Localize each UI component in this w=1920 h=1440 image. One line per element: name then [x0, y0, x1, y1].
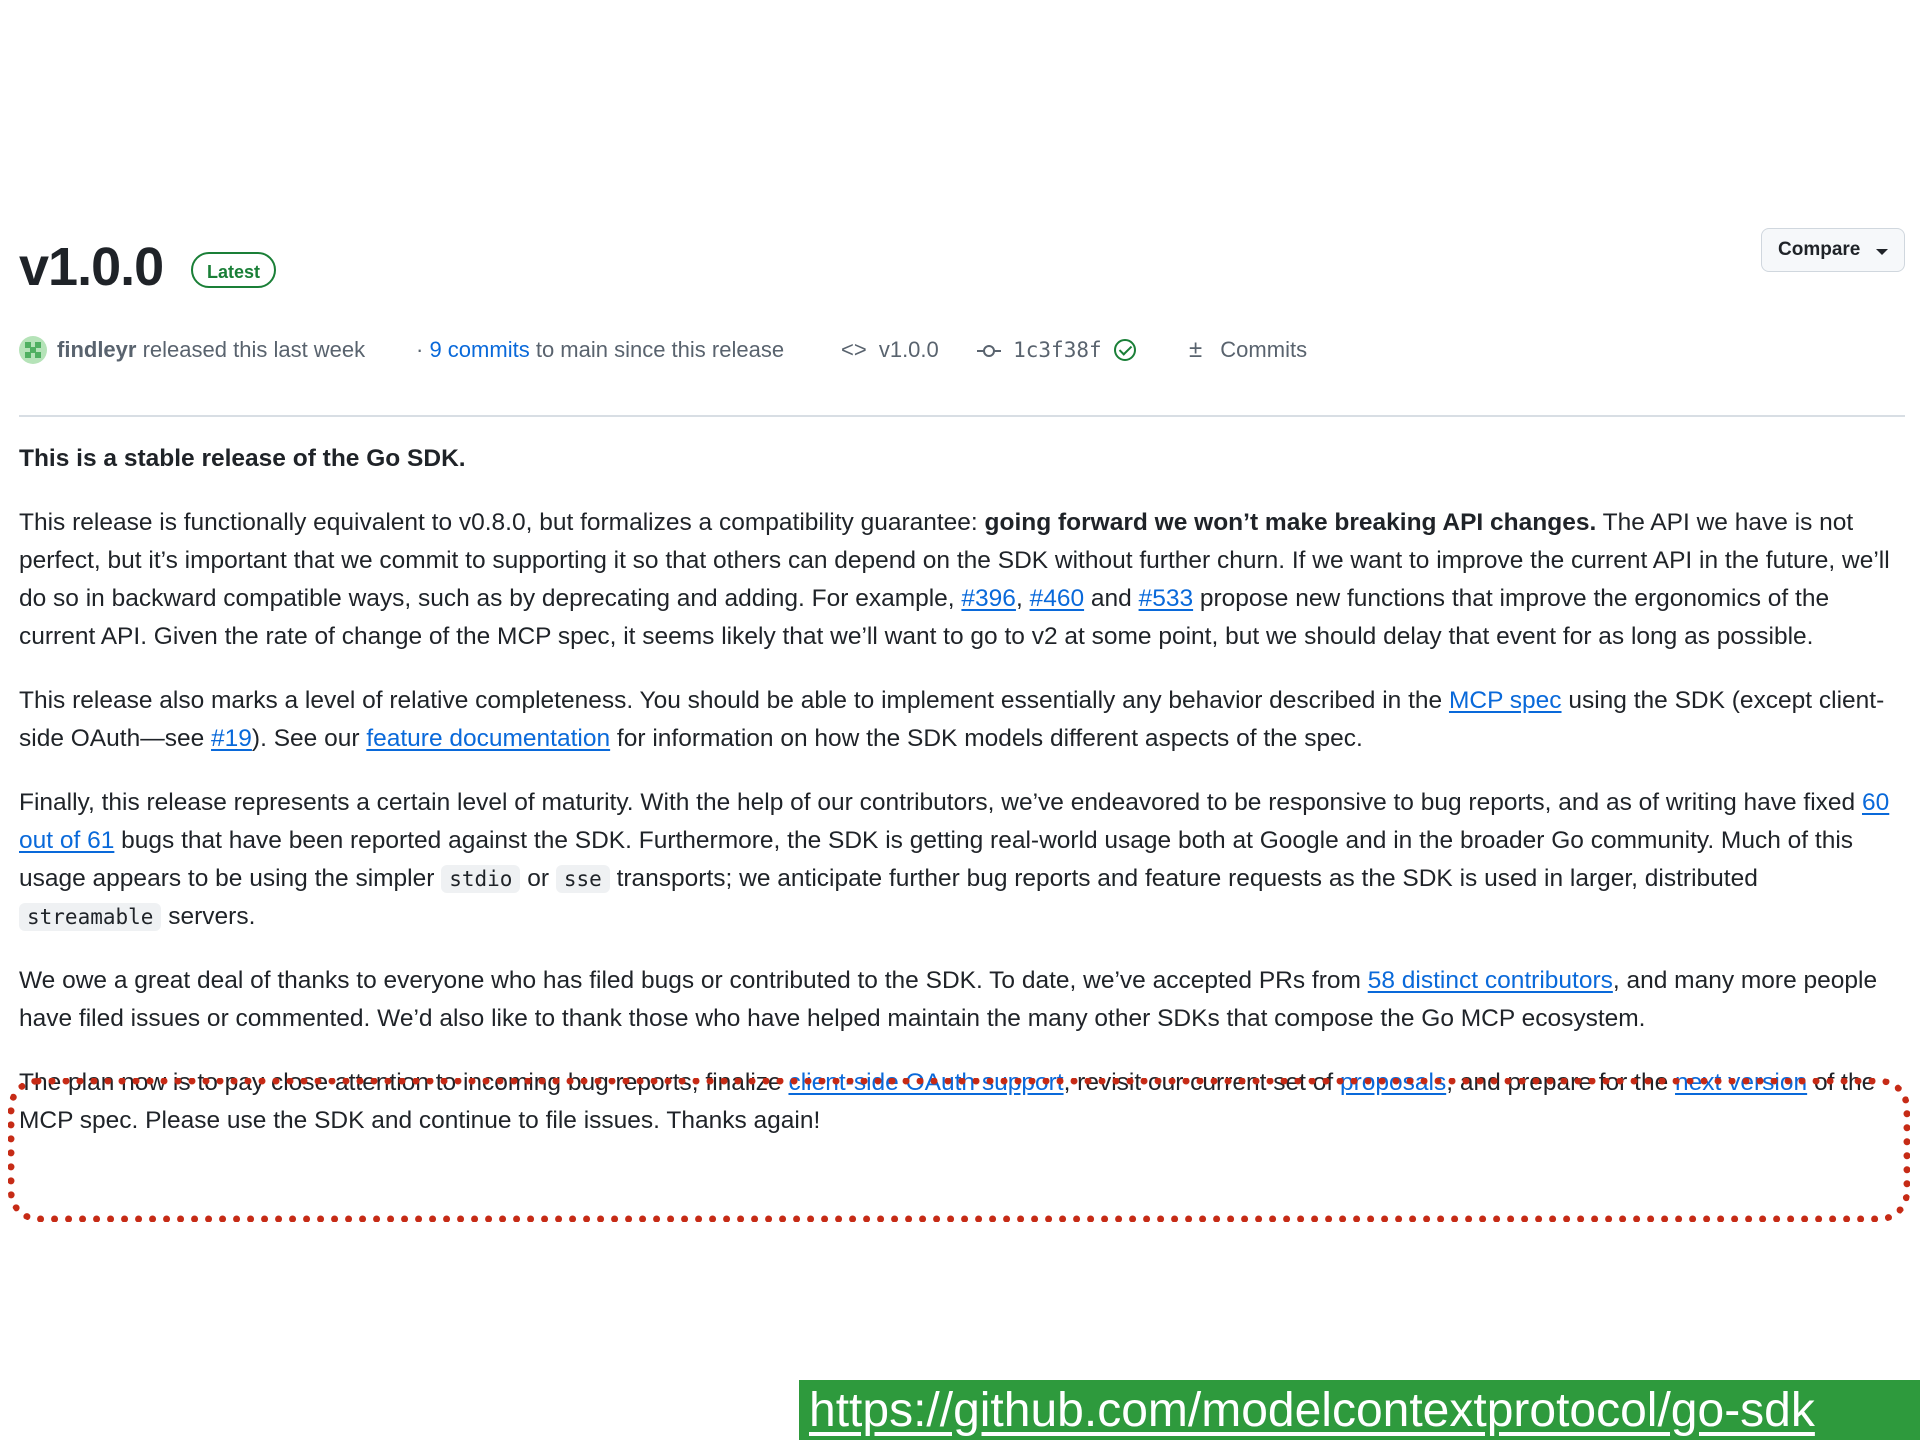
- code-icon: <>: [841, 337, 867, 362]
- code-stdio: stdio: [441, 865, 520, 893]
- commits-link[interactable]: 9 commits: [429, 337, 530, 362]
- release-summary: This is a stable release of the Go SDK.: [19, 445, 466, 472]
- code-streamable: streamable: [19, 903, 161, 931]
- next-version-link[interactable]: next version: [1675, 1069, 1808, 1096]
- latest-badge: Latest: [191, 252, 276, 288]
- tag-label: v1.0.0: [878, 337, 939, 362]
- paragraph-thanks: [19, 962, 1905, 1038]
- commits-suffix: to main since this release: [535, 337, 785, 362]
- text: servers.: [161, 903, 256, 930]
- verified-check-icon: [1114, 339, 1136, 361]
- text: ). See our: [251, 725, 367, 752]
- mcp-spec-link[interactable]: MCP spec: [1448, 687, 1562, 714]
- commit-link[interactable]: [977, 330, 1136, 370]
- text: of the MCP spec. Please use the SDK and continue to file issues. Thanks again!: [19, 1069, 1876, 1134]
- tag-link[interactable]: [841, 330, 939, 370]
- compare-button[interactable]: [1761, 228, 1905, 272]
- released-text: released this last week: [142, 337, 366, 362]
- text: The API we have is not perfect, but it’s important that we commit to supporting it so that others can depend on the SDK without further churn. If we want to improve the current API in the future, we’ll do so in backward compatible ways, such as by deprecating and adding. For example,: [19, 509, 1890, 612]
- text: The plan now is to pay close attention to incoming bug reports, finalize: [19, 1069, 789, 1096]
- repo-url: https://github.com/modelcontextprotocol/go-sdk: [809, 1384, 1815, 1437]
- code-sse: sse: [556, 865, 610, 893]
- text: Finally, this release represents a certain level of maturity. With the help of our contributors, we’ve endeavored to be responsive to bug reports, and as of writing have fixed: [19, 789, 1862, 816]
- oauth-support-link[interactable]: client-side OAuth support: [788, 1069, 1064, 1096]
- paragraph-compatibility: [19, 504, 1905, 656]
- text: using the SDK (except client-side OAuth—see: [19, 687, 1885, 752]
- paragraph-plan: [19, 1064, 1905, 1140]
- commit-hash: 1c3f38f: [1013, 338, 1102, 362]
- text: and: [1084, 585, 1139, 612]
- commits-since: [416, 330, 784, 370]
- compare-button-label: Compare: [1778, 239, 1861, 260]
- release-title: v1.0.0: [19, 237, 164, 297]
- bugs-fixed-link[interactable]: 60 out of 61: [19, 789, 1890, 854]
- commits-label: Commits: [1220, 337, 1308, 362]
- url-banner: [799, 1380, 1920, 1440]
- avatar[interactable]: [19, 336, 47, 364]
- text: bugs that have been reported against the SDK. Furthermore, the SDK is getting real-world usage both at Google and in the broader Go community. Much of this usage appears to be using the simpler: [19, 827, 1854, 892]
- paragraph-completeness: [19, 682, 1905, 758]
- contributors-link[interactable]: 58 distinct contributors: [1367, 967, 1613, 994]
- issue-link-460[interactable]: #460: [1029, 585, 1085, 612]
- text: propose new functions that improve the ergonomics of the current API. Given the rate of change of the MCP spec, it seems likely that we’ll want to go to v2 at some point, but we should delay that event for as long as possible.: [19, 585, 1830, 650]
- release-notes: [19, 440, 1905, 1166]
- release-meta: [19, 330, 1905, 370]
- proposals-link[interactable]: proposals: [1339, 1069, 1447, 1096]
- text: , revisit our current set of: [1063, 1069, 1340, 1096]
- text: This release also marks a level of relative completeness. You should be able to implement essentially any behavior described in the: [19, 687, 1449, 714]
- issue-link-19[interactable]: #19: [211, 725, 252, 752]
- text: This release is functionally equivalent to v0.8.0, but formalizes a compatibility guarantee:: [19, 509, 985, 536]
- text: ,: [1015, 585, 1030, 612]
- text: transports; we anticipate further bug reports and feature requests as the SDK is used in larger, distributed: [609, 865, 1758, 892]
- release-header: [19, 232, 1905, 302]
- commits-compare-link[interactable]: [1189, 330, 1307, 370]
- author-line: [57, 330, 365, 370]
- bold-text: going forward we won’t make breaking API changes.: [984, 509, 1597, 536]
- plus-minus-icon: ±: [1189, 336, 1203, 363]
- issue-link-396[interactable]: #396: [961, 585, 1016, 612]
- divider: [19, 415, 1905, 417]
- text: , and prepare for the: [1446, 1069, 1676, 1096]
- caret-down-icon: [1876, 249, 1888, 255]
- issue-link-533[interactable]: #533: [1138, 585, 1194, 612]
- bullet: ·: [416, 337, 424, 362]
- text: We owe a great deal of thanks to everyone who has filed bugs or contributed to the SDK. To date, we’ve accepted PRs from: [19, 967, 1368, 994]
- author-link[interactable]: findleyr: [57, 337, 137, 362]
- paragraph-maturity: [19, 784, 1905, 936]
- text: , and many more people have filed issues or commented. We’d also like to thank those who have helped maintain the many other SDKs that compose the Go MCP ecosystem.: [19, 967, 1878, 1032]
- text: or: [520, 865, 556, 892]
- text: for information on how the SDK models different aspects of the spec.: [610, 725, 1363, 752]
- git-commit-icon: [977, 345, 1001, 357]
- feature-documentation-link[interactable]: feature documentation: [366, 725, 611, 752]
